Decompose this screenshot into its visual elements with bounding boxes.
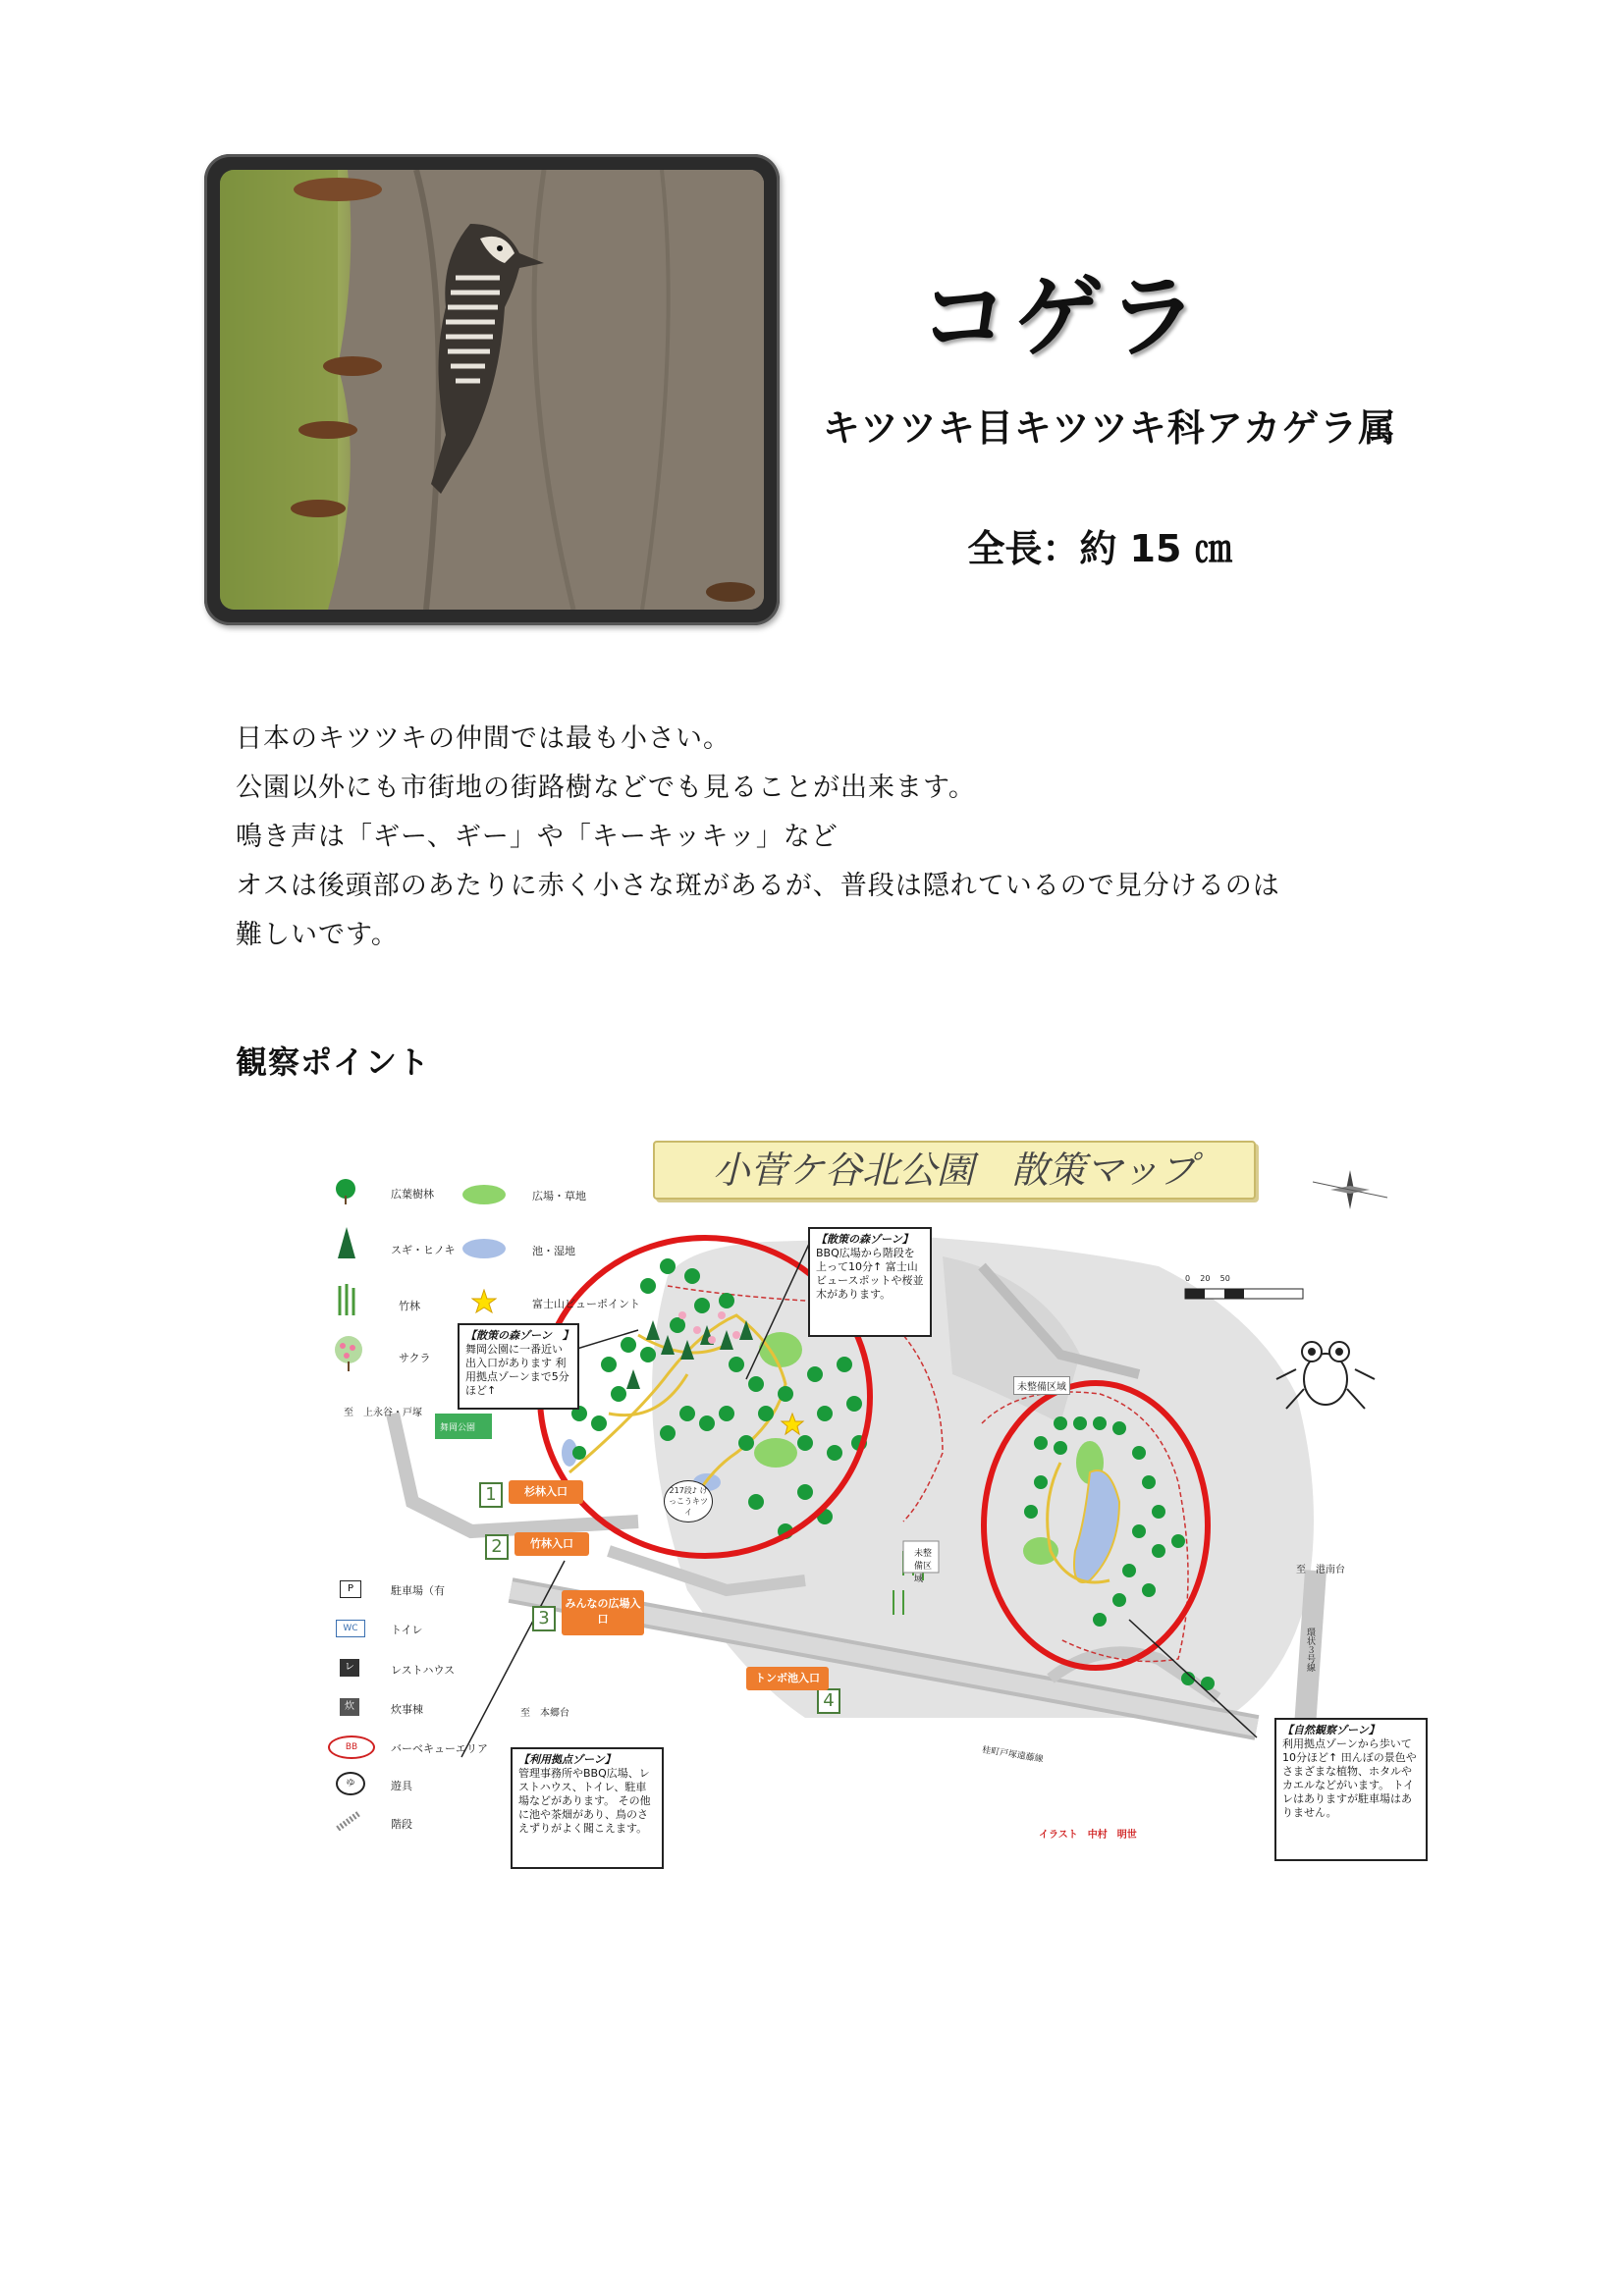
bird-photo bbox=[220, 170, 764, 610]
description-line: オスは後頭部のあたりに赤く小さな斑があるが、普段は隠れているので見分けるのは bbox=[236, 871, 1280, 901]
parking-icon: P bbox=[340, 1580, 361, 1598]
entrance-everyone-plaza: みんなの広場入口 bbox=[562, 1590, 644, 1635]
legend-parking-label: 駐車場（有 bbox=[391, 1584, 445, 1597]
cedar-tree-icon bbox=[338, 1227, 355, 1262]
playground-icon: ゆ bbox=[336, 1772, 365, 1795]
star-icon bbox=[471, 1289, 497, 1314]
entrance-number-4: 4 bbox=[817, 1688, 840, 1714]
legend-bbq-label: バーベキューエリア bbox=[391, 1742, 488, 1755]
description-line: 公園以外にも市街地の街路樹などでも見ることが出来ます。 bbox=[236, 773, 976, 803]
legend-kitchen-label: 炊事棟 bbox=[391, 1703, 423, 1716]
description-line: 日本のキツツキの仲間では最も小さい。 bbox=[236, 723, 731, 754]
legend-pond-label: 池・湿地 bbox=[532, 1245, 575, 1257]
label-road-vertical: 環状３号線 bbox=[1305, 1628, 1315, 1672]
label-undeveloped-1: 未整備区域 bbox=[1013, 1376, 1070, 1395]
resthouse-icon: レ bbox=[340, 1659, 359, 1677]
bbq-icon: BB bbox=[328, 1735, 375, 1759]
entrance-cedar: 杉林入口 bbox=[509, 1480, 583, 1504]
label-maioka: 舞岡公園 bbox=[440, 1423, 476, 1433]
legend-star-label: 富士山ビューポイント bbox=[532, 1298, 640, 1310]
entrance-dragonfly-pond: トンボ池入口 bbox=[746, 1667, 829, 1690]
section-title: 観察ポイント bbox=[236, 1043, 431, 1081]
classification: キツツキ目キツツキ科アカゲラ属 bbox=[822, 406, 1397, 450]
legend-resthouse-label: レストハウス bbox=[391, 1664, 456, 1677]
label-undeveloped-2: 未整備区域 bbox=[914, 1549, 933, 1584]
pond-icon bbox=[461, 1238, 507, 1259]
entrance-number-1: 1 bbox=[479, 1482, 503, 1508]
kitchen-icon: 炊 bbox=[340, 1698, 359, 1716]
callout-usage-zone bbox=[511, 1747, 664, 1869]
callout-body: 利用拠点ゾーンから歩いて10分ほど↑ 田んぼの景色やさまざまな植物、ホタルやカエルなどがいます。 トイレはありますが駐車場はありません。 bbox=[1282, 1737, 1417, 1819]
body-length: 全長：約 15 ㎝ bbox=[967, 527, 1232, 570]
callout-body: 管理事務所やBBQ広場、レストハウス、トイレ、駐車場などがあります。 その他に池や茶畑があり、鳥のさえずりがよく聞こえます。 bbox=[518, 1767, 651, 1835]
legend-playground-label: 遊具 bbox=[391, 1780, 412, 1792]
map-title: 小菅ケ谷北公園 散策マップ bbox=[653, 1141, 1256, 1200]
callout-body: BBQ広場から階段を上って10分↑ 富士山ビュースポットや桜並木があります。 bbox=[816, 1247, 924, 1301]
entrance-number-3: 3 bbox=[532, 1606, 556, 1631]
legend-bamboo-label: 竹林 bbox=[399, 1300, 420, 1312]
legend-broadleaf-label: 広葉樹林 bbox=[391, 1188, 434, 1201]
callout-body: 舞岡公園に一番近い出入口があります 利用拠点ゾーンまで5分ほど↑ bbox=[465, 1343, 569, 1397]
legend-meadow-label: 広場・草地 bbox=[532, 1190, 586, 1202]
bird-photo-frame bbox=[204, 154, 780, 625]
meadow-icon bbox=[461, 1184, 507, 1205]
callout-title: 【自然観察ゾーン】 bbox=[1282, 1724, 1380, 1736]
cherry-tree-icon bbox=[332, 1335, 365, 1372]
broadleaf-tree-icon bbox=[334, 1178, 357, 1205]
callout-title: 【利用拠点ゾーン】 bbox=[518, 1753, 616, 1766]
callout-nature-zone bbox=[1274, 1718, 1428, 1861]
entrance-number-2: 2 bbox=[485, 1534, 509, 1560]
legend-stairs-label: 階段 bbox=[391, 1818, 412, 1831]
species-title: コゲラ bbox=[918, 265, 1202, 370]
toilet-icon: WC bbox=[336, 1620, 365, 1637]
label-road: 桂町戸塚遠藤線 bbox=[981, 1745, 1045, 1765]
description-line: 鳴き声は「ギー、ギー」や「キーキッキッ」など bbox=[236, 822, 839, 852]
description bbox=[236, 715, 1414, 960]
callout-forest-zone-top bbox=[808, 1227, 932, 1337]
legend-cherry-label: サクラ bbox=[399, 1352, 431, 1364]
label-to-hongodai: 至 本郷台 bbox=[520, 1708, 569, 1719]
callout-title: 【散策の森ゾーン 】 bbox=[465, 1329, 573, 1342]
label-illustrator: イラスト 中村 明世 bbox=[1039, 1830, 1137, 1841]
callout-title: 【散策の森ゾーン】 bbox=[816, 1233, 913, 1246]
park-map bbox=[314, 1129, 1453, 1875]
label-stairs-note: 217段♪ けっこうキツイ bbox=[664, 1480, 713, 1522]
stairs-icon bbox=[336, 1811, 361, 1831]
entrance-bamboo: 竹林入口 bbox=[514, 1532, 589, 1556]
label-to-kamieyato: 至 上永谷・戸塚 bbox=[344, 1408, 422, 1418]
description-line: 難しいです。 bbox=[236, 920, 399, 950]
label-to-konandai: 至 港南台 bbox=[1296, 1565, 1345, 1575]
legend-toilet-label: トイレ bbox=[391, 1624, 423, 1636]
bamboo-icon bbox=[334, 1284, 359, 1317]
scale-labels: 0 20 50 bbox=[1185, 1274, 1230, 1283]
callout-forest-zone-left bbox=[458, 1323, 579, 1410]
legend-cedar-label: スギ・ヒノキ bbox=[391, 1244, 456, 1256]
